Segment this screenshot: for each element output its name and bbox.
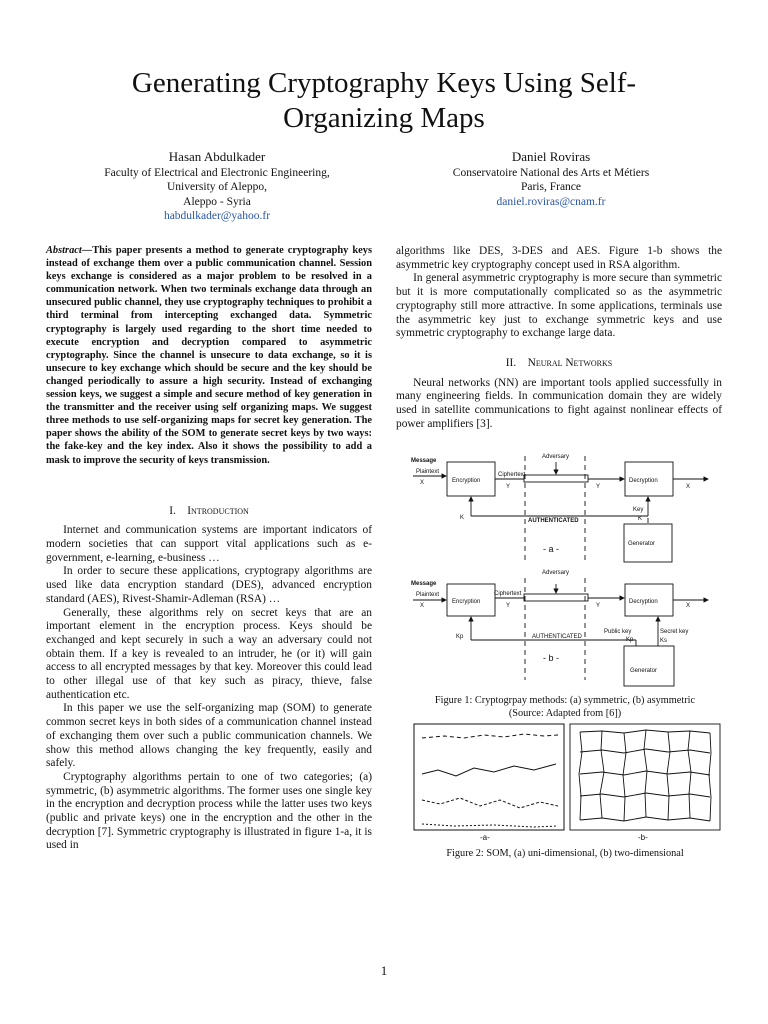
figure-1-caption bbox=[400, 695, 730, 720]
label: Ks bbox=[660, 638, 668, 644]
paragraph: Internet and communication systems are important indicators of modern societies that can support vital applications such as e-government, e-learning, e-business … bbox=[46, 524, 372, 564]
label: AUTHENTICATED bbox=[532, 634, 582, 640]
grid-line bbox=[688, 731, 691, 818]
label: Secret key bbox=[660, 629, 689, 635]
diagram-a bbox=[413, 456, 708, 562]
label: Kp bbox=[456, 634, 464, 640]
author-email-link[interactable]: daniel.roviras@cnam.fr bbox=[496, 195, 606, 208]
label: Encryption bbox=[452, 478, 481, 484]
caption-line: (Source: Adapted from [6]) bbox=[508, 707, 622, 719]
plot-a-frame bbox=[414, 724, 564, 830]
generator-box bbox=[624, 646, 674, 686]
diagram-b-labels bbox=[411, 570, 690, 674]
label: Message bbox=[411, 581, 437, 587]
grid-line bbox=[667, 732, 670, 820]
title-line-1: Generating Cryptography Keys Using Self- bbox=[131, 67, 637, 99]
paragraph: In order to secure these applications, cryptograpy algorithms are used like data encryption standard (DES), advanced encryption standard (AES), Rivest-Shamir-Adleman (RSA) … bbox=[46, 565, 372, 605]
paragraph: algorithms like DES, 3-DES and AES. Figure 1-b shows the asymmetric key cryptography concept used in RSA algorithm. bbox=[396, 245, 722, 271]
grid-line bbox=[580, 817, 710, 821]
label: Plaintext bbox=[416, 469, 440, 475]
author-name: Daniel Roviras bbox=[511, 149, 591, 164]
paragraph: Cryptography algorithms pertain to one of two categories; (a) symmetric, (b) asymmetric algorithms. The former uses one single key in the encryption and decryption process while the latter uses two keys (public and private keys) one in the encryption and the other in the decryption [7]. Symmetric cryptography is illustrated in figure 1-a, it is used in bbox=[46, 770, 372, 852]
label: Y bbox=[596, 484, 601, 490]
abstract bbox=[46, 244, 372, 467]
abstract-text: This paper presents a method to generate cryptography keys instead of exchange them over a public communication channel. Session keys exchange is considered as a major problem to be resolved in a communication network. When two terminals exchange data through an unsecured public channel, they use cryptography techniques to prohibit a third terminal from intercepting exchanged data. Symmetric cryptography is largely used regarding to the short time needed to execute encryption and decryption compared to asymmetric cryptography. Since the channel is unsecure to data exchange, so it is unsecure to key exchange which should be secure and the key should be changed periodically to assure a high security. Instead of exchanging session keys, we suggest a simple and secure method of key generation in the transmitter and the receiver using self organizing maps. We suggest three methods to use self-organizing maps for secret key generation. The paper shows the ability of the SOM to generate secret keys by two ways: the fake-key and the key index. Also it shows the possibility to add a mask to improve the security of keys transmission. bbox=[46, 245, 372, 466]
label: Generator bbox=[628, 541, 656, 547]
grid-line bbox=[644, 730, 647, 817]
som-curve bbox=[422, 764, 556, 776]
subfigure-label: - a - bbox=[543, 544, 560, 554]
label: X bbox=[686, 484, 691, 490]
grid-line bbox=[709, 733, 711, 821]
author-email-link[interactable]: habdulkader@yahoo.fr bbox=[163, 210, 271, 223]
grid-line bbox=[580, 730, 710, 733]
label: AUTHENTICATED bbox=[528, 518, 579, 524]
author-affiliation: University of Aleppo, bbox=[167, 181, 267, 194]
figure-2-plots bbox=[404, 722, 726, 848]
label: Encryption bbox=[452, 599, 481, 605]
subfigure-label: - b - bbox=[543, 653, 560, 663]
section-title: Introduction bbox=[187, 504, 249, 517]
label: X bbox=[420, 480, 425, 486]
figure-2-caption: Figure 2: SOM, (a) uni-dimensional, (b) two-dimensional bbox=[446, 848, 684, 859]
paragraph: In this paper we use the self-organizing map (SOM) to generate common secret keys in both sides of a communication channel instead of exchanging them over such a public communication channels. We show this method allows changing the key frequently, easily and safely. bbox=[46, 702, 372, 770]
label: Decryption bbox=[629, 599, 658, 605]
section-number: II. bbox=[505, 356, 517, 369]
paragraph: Neural networks (NN) are important tools applied successfully in many engineering fields. In communication domain they are widely used in satellite communications to fight against nonlinear effects of power amplifiers [3]. bbox=[396, 376, 722, 430]
subfigure-label: -b- bbox=[638, 833, 648, 842]
channel-box bbox=[524, 475, 588, 482]
grid-line bbox=[580, 749, 710, 753]
plot-b bbox=[570, 724, 720, 830]
som-curve bbox=[422, 824, 558, 827]
figure-2 bbox=[404, 722, 726, 848]
figure-2-labels bbox=[480, 833, 648, 842]
author-affiliation: Aleppo - Syria bbox=[183, 195, 251, 208]
label: Y bbox=[506, 484, 511, 490]
section-heading-introduction bbox=[46, 505, 372, 519]
label: Kp bbox=[626, 637, 634, 643]
label: Plaintext bbox=[416, 592, 440, 598]
label: Y bbox=[596, 603, 601, 609]
figure-1 bbox=[408, 448, 724, 692]
grid-line bbox=[623, 733, 626, 821]
label: X bbox=[420, 603, 425, 609]
label: Ciphertext bbox=[498, 472, 526, 478]
som-curve bbox=[422, 798, 558, 808]
author-block-1 bbox=[67, 149, 367, 224]
figure-1-diagram bbox=[408, 448, 724, 692]
subfigure-label: -a- bbox=[480, 833, 490, 842]
label: Y bbox=[506, 603, 511, 609]
paper-title bbox=[60, 66, 708, 136]
label: Adversary bbox=[542, 570, 570, 576]
paragraph: Generally, these algorithms rely on secret keys that are an important element in the encryption process. Keys should be exchanged and kept securely in such a way an adversary could not obtain them. If a key is revealed to an intruder, he (or it) will gain access to all encrypted messages by that key. Moreover this could lead to other illegal use of that key such as piracy, thieve, false authentication etc. bbox=[46, 606, 372, 701]
label: K bbox=[638, 516, 643, 522]
channel-box bbox=[524, 594, 588, 601]
title-line-2: Organizing Maps bbox=[283, 102, 485, 134]
left-column bbox=[46, 244, 372, 853]
plot-a bbox=[414, 724, 564, 830]
grid-line bbox=[579, 732, 582, 820]
label: K bbox=[460, 515, 465, 521]
label: Adversary bbox=[542, 454, 570, 460]
section-number: I. bbox=[169, 504, 176, 517]
abstract-label: Abstract— bbox=[46, 245, 93, 256]
label: Ciphertext bbox=[494, 591, 522, 597]
label: Generator bbox=[630, 668, 658, 674]
author-block-2 bbox=[401, 149, 701, 209]
section-heading-neural-networks bbox=[396, 357, 722, 371]
label: X bbox=[686, 603, 691, 609]
label: Message bbox=[411, 458, 437, 464]
section-title: Neural Networks bbox=[527, 356, 613, 369]
right-column bbox=[396, 245, 722, 431]
author-affiliation: Conservatoire National des Arts et Métiers bbox=[452, 167, 650, 179]
label: Decryption bbox=[629, 478, 658, 484]
paragraph: In general asymmetric cryptography is more secure than symmetric but it is more computationally complicated so as the asymmetric cryptography still more attractive. In some applications, terminals use the asymmetric key just to exchange symmetric keys and use symmetric cryptography to exchange large data. bbox=[396, 272, 722, 340]
label: Public key bbox=[604, 629, 632, 635]
label: Key bbox=[633, 507, 644, 513]
som-curve bbox=[422, 734, 558, 738]
page-number: 1 bbox=[380, 963, 388, 978]
grid-line bbox=[600, 731, 604, 818]
author-affiliation: Faculty of Electrical and Electronic Engineering, bbox=[104, 167, 330, 179]
author-affiliation: Paris, France bbox=[520, 181, 582, 194]
author-name: Hasan Abdulkader bbox=[168, 149, 266, 164]
caption-line: Figure 1: Cryptogrpay methods: (a) symmetric, (b) asymmetric bbox=[434, 695, 696, 706]
